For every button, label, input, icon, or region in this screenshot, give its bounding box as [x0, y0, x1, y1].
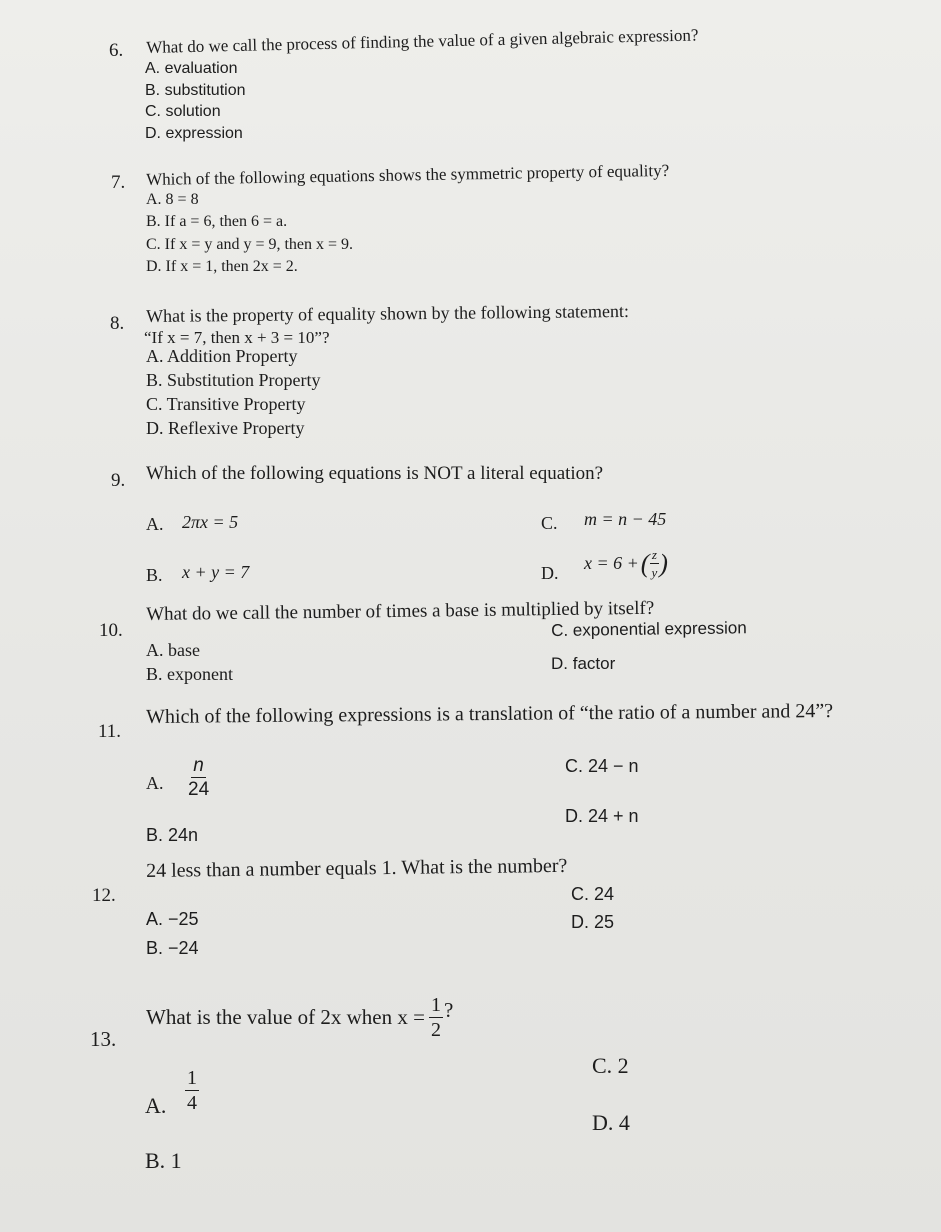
q7-number: 7. — [111, 172, 126, 193]
q8-number: 8. — [110, 313, 125, 334]
q10-option-d[interactable]: D. factor — [551, 654, 616, 673]
q10-option-c[interactable]: C. exponential expression — [551, 618, 747, 640]
q13-x-numerator: 1 — [430, 993, 441, 1016]
q8-statement: “If x = 7, then x + 3 = 10”? — [144, 328, 330, 347]
q13-x-denominator: 2 — [430, 1018, 441, 1041]
q11-a-numerator: n — [193, 755, 204, 776]
q7-text: Which of the following equations shows the symmetric property of equality? — [146, 160, 670, 189]
q11-option-c[interactable]: C. 24 − n — [565, 756, 639, 776]
q13-option-b[interactable]: B. 1 — [145, 1148, 182, 1173]
q10-text: What do we call the number of times a base is multiplied by itself? — [146, 597, 655, 625]
q6-option-c[interactable]: C. solution — [145, 103, 221, 120]
q11-option-b[interactable]: B. 24n — [146, 825, 199, 845]
q11-option-a-expr — [186, 756, 211, 799]
q11-option-d[interactable]: D. 24 + n — [565, 806, 639, 826]
q9-d-numerator: z — [651, 547, 657, 562]
q6-option-d[interactable]: D. expression — [145, 125, 243, 142]
q8-option-b[interactable]: B. Substitution Property — [146, 370, 321, 390]
q11-number: 11. — [98, 721, 122, 742]
q9-number: 9. — [111, 470, 126, 491]
q6-option-a[interactable]: A. evaluation — [145, 60, 238, 77]
q10-option-b[interactable]: B. exponent — [146, 664, 233, 684]
q8-option-d[interactable]: D. Reflexive Property — [146, 418, 305, 438]
q13-question-mark: ? — [443, 997, 454, 1022]
q7-option-c[interactable]: C. If x = y and y = 9, then x = 9. — [146, 236, 354, 253]
q13-a-denominator: 4 — [187, 1092, 197, 1114]
q11-option-a-label[interactable]: A. — [146, 773, 164, 793]
q12-option-b[interactable]: B. −24 — [146, 938, 199, 958]
q13-option-c[interactable]: C. 2 — [592, 1053, 629, 1078]
q12-text: 24 less than a number equals 1. What is the number? — [146, 854, 568, 882]
q9-option-c-expr: m = n − 45 — [584, 509, 667, 529]
q13-number: 13. — [90, 1027, 117, 1051]
q11-text: Which of the following expressions is a translation of “the ratio of a number and 24”? — [146, 700, 834, 728]
q9-option-c-label[interactable]: C. — [541, 513, 558, 533]
q8-option-a[interactable]: A. Addition Property — [146, 346, 298, 366]
q13-option-a-label[interactable]: A. — [145, 1093, 167, 1118]
q9-option-a-label[interactable]: A. — [146, 514, 164, 534]
q12-option-c[interactable]: C. 24 — [571, 884, 615, 904]
q10-option-a[interactable]: A. base — [146, 640, 200, 660]
q8-text: What is the property of equality shown by the following statement: — [146, 300, 630, 326]
q9-d-left: x = 6 + — [584, 553, 639, 573]
q10-number: 10. — [99, 620, 123, 641]
q8-option-c[interactable]: C. Transitive Property — [146, 394, 306, 414]
q6-text: What do we call the process of finding the value of a given algebraic expression? — [146, 25, 699, 57]
q13-question — [146, 988, 453, 1046]
q9-option-d-expr: x = 6 + ( $\frac{z}{y}$ ) — [584, 547, 668, 580]
q6-option-b[interactable]: B. substitution — [145, 82, 246, 99]
q12-number: 12. — [92, 885, 116, 906]
q13-option-a-expr — [185, 1068, 199, 1113]
q9-option-b-label[interactable]: B. — [146, 565, 163, 585]
q9-option-a-expr: 2πx = 5 — [182, 512, 239, 532]
q12-option-a[interactable]: A. −25 — [146, 909, 199, 929]
q9-option-b-expr: x + y = 7 — [182, 562, 250, 582]
q7-option-d[interactable]: D. If x = 1, then 2x = 2. — [146, 258, 298, 275]
q6-number: 6. — [109, 40, 124, 61]
q13-option-d[interactable]: D. 4 — [592, 1110, 630, 1135]
q11-a-denominator: 24 — [188, 779, 210, 800]
q9-text: Which of the following equations is NOT a literal equation? — [146, 463, 604, 484]
q13-a-numerator: 1 — [187, 1067, 197, 1089]
q9-d-denominator: y — [651, 565, 658, 580]
q13-text: What is the value of 2x when x = — [146, 1004, 425, 1029]
q7-option-b[interactable]: B. If a = 6, then 6 = a. — [146, 213, 288, 230]
q9-option-d-label[interactable]: D. — [541, 563, 559, 583]
q12-option-d[interactable]: D. 25 — [571, 912, 615, 932]
q7-option-a[interactable]: A. 8 = 8 — [146, 191, 199, 208]
